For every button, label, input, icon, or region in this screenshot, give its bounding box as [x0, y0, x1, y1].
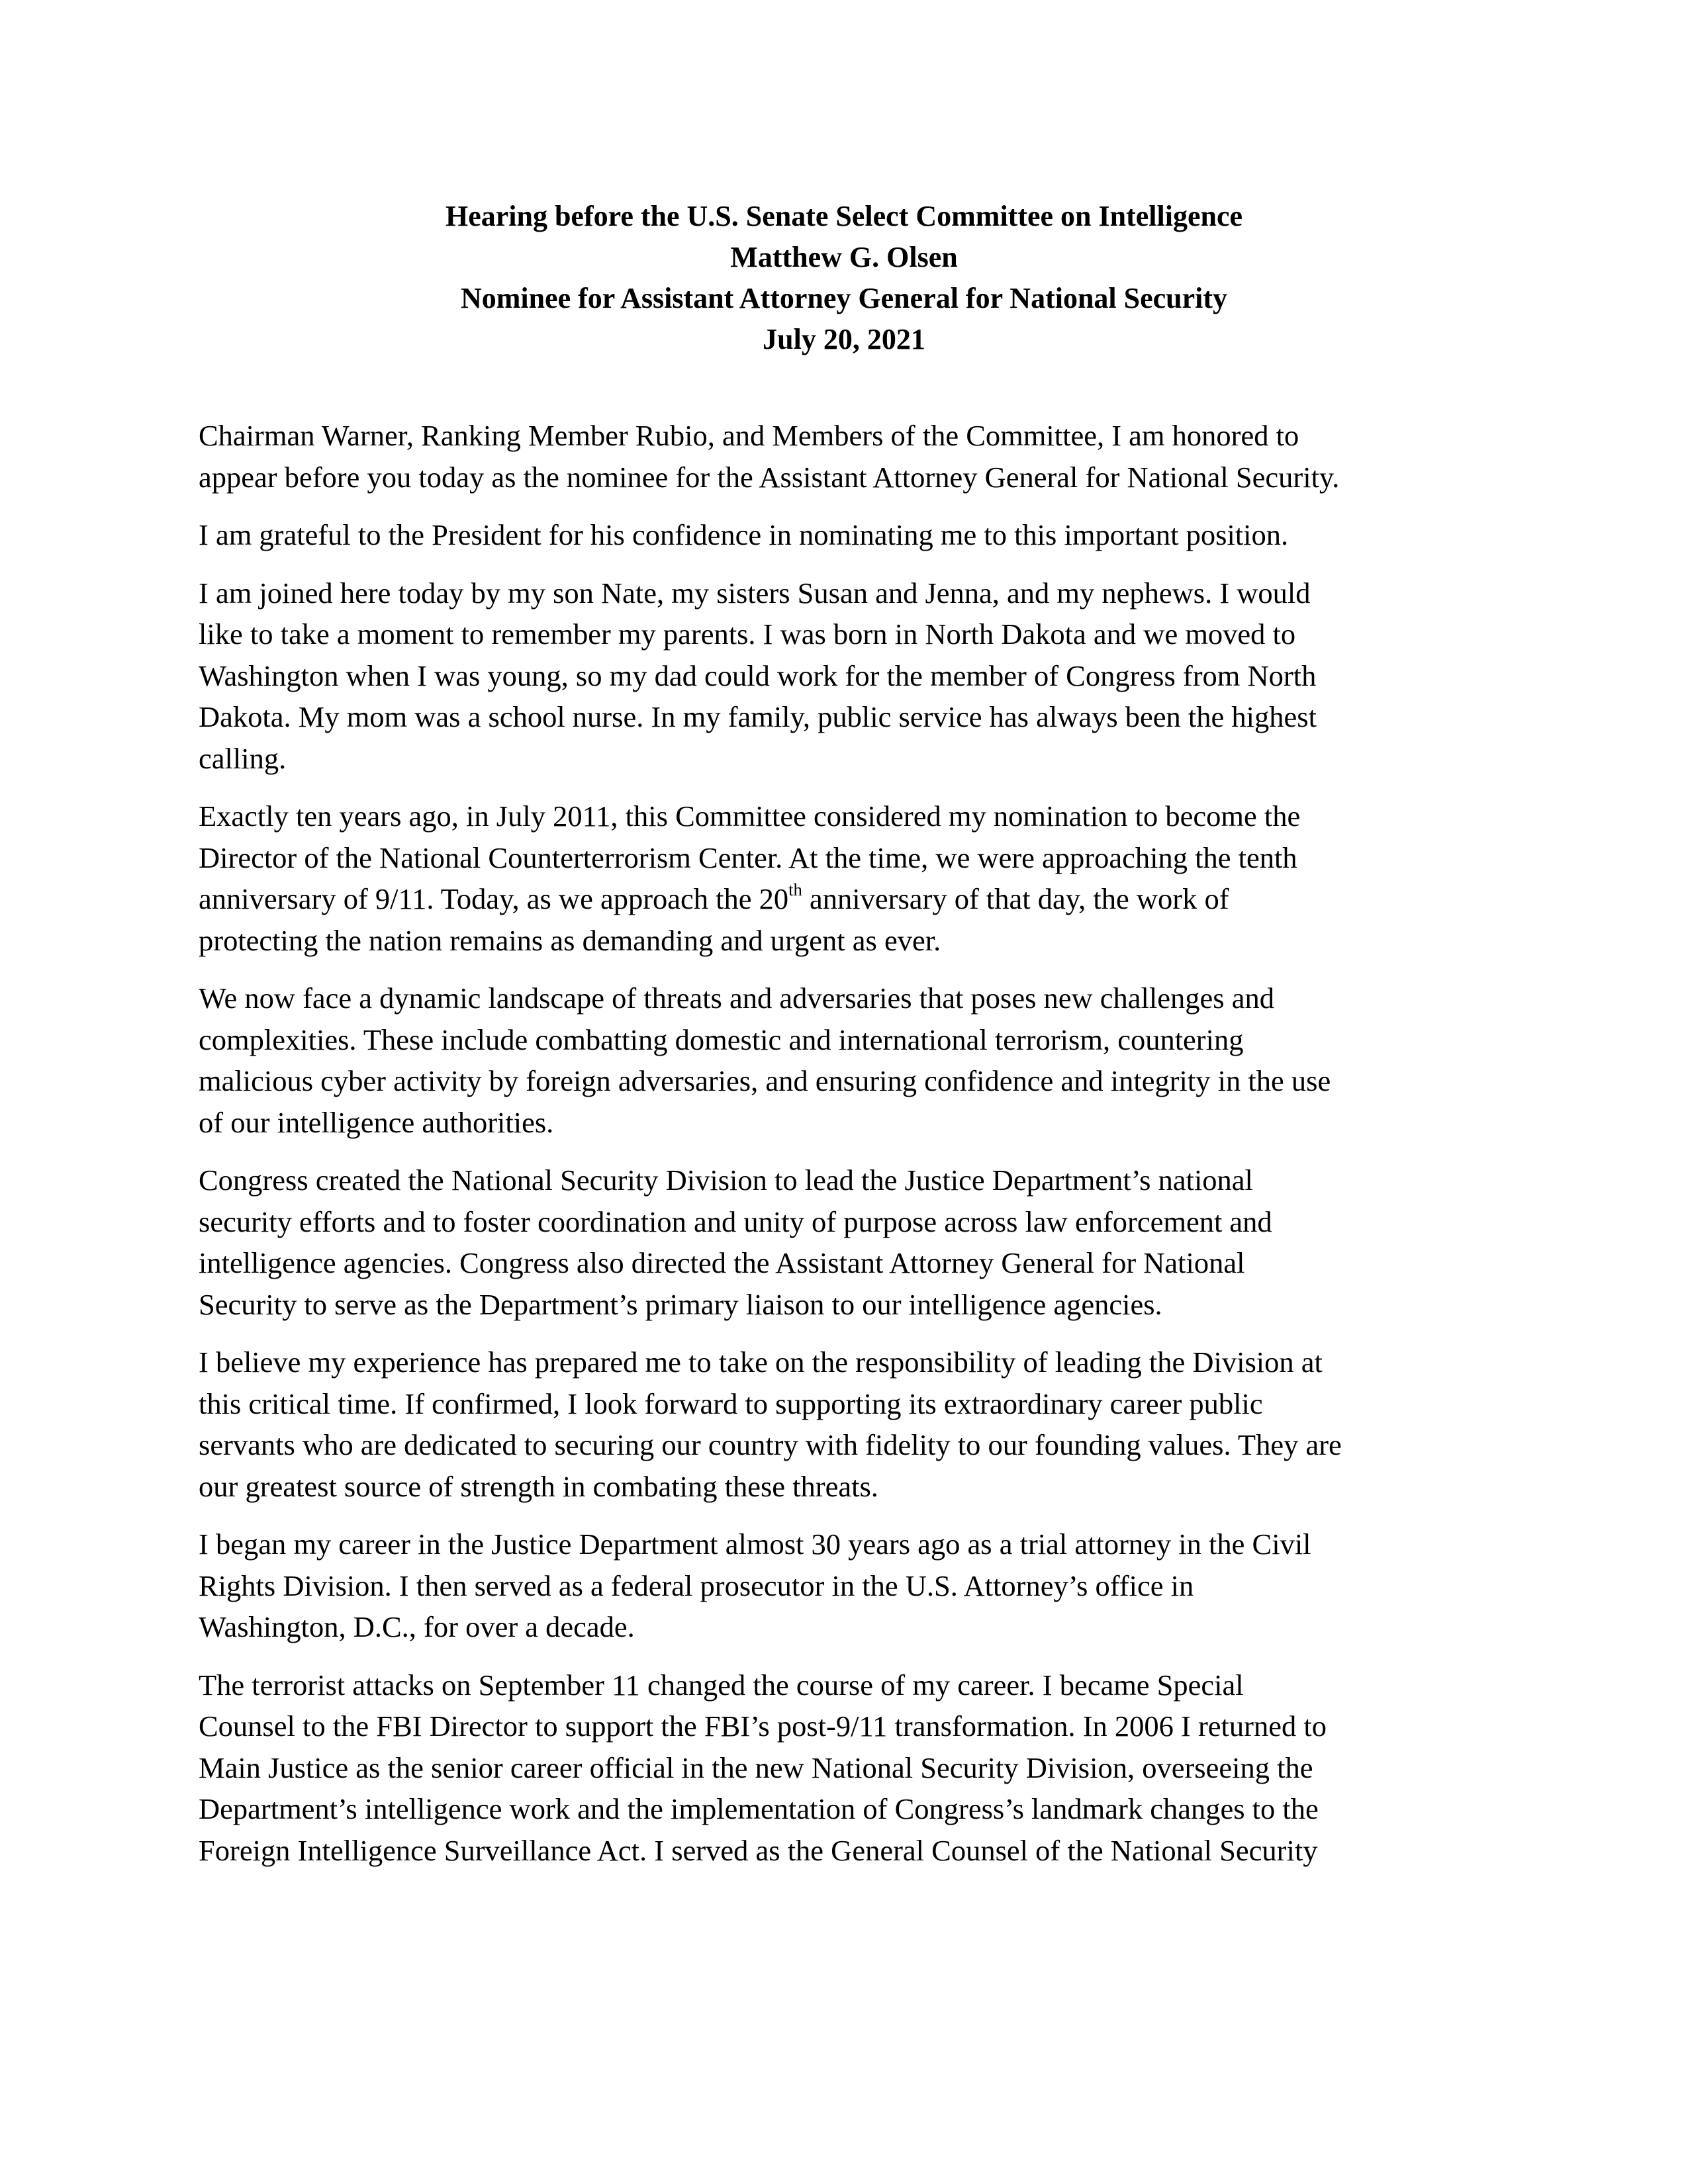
paragraph-line: our greatest source of strength in combating these threats. — [199, 1469, 878, 1503]
paragraph — [199, 796, 1489, 961]
heading-date: July 20, 2021 — [763, 323, 925, 355]
paragraph-line: Dakota. My mom was a school nurse. In my family, public service has always been the highest — [199, 700, 1317, 733]
paragraph-line: complexities. These include combatting domestic and international terrorism, countering — [199, 1023, 1244, 1056]
paragraph-line: Congress created the National Security Division to lead the Justice Department’s national — [199, 1163, 1253, 1197]
paragraph — [199, 514, 1489, 556]
paragraph — [199, 572, 1489, 780]
paragraph-line: Main Justice as the senior career official in the new National Security Division, overseeing the — [199, 1751, 1313, 1784]
paragraph-line: appear before you today as the nominee for the Assistant Attorney General for National Security. — [199, 460, 1340, 494]
paragraph-line: Security to serve as the Department’s primary liaison to our intelligence agencies. — [199, 1287, 1162, 1321]
paragraph-line: I am grateful to the President for his confidence in nominating me to this important position. — [199, 518, 1289, 551]
paragraph-line: intelligence agencies. Congress also directed the Assistant Attorney General for National — [199, 1246, 1245, 1279]
line-text: anniversary of 9/11. Today, as we approach the 20 — [199, 882, 789, 915]
paragraph — [199, 1524, 1489, 1648]
paragraph — [199, 978, 1489, 1143]
paragraph-line: protecting the nation remains as demanding and urgent as ever. — [199, 923, 941, 957]
paragraph-line: We now face a dynamic landscape of threats and adversaries that poses new challenges and — [199, 981, 1274, 1015]
paragraph-line: Chairman Warner, Ranking Member Rubio, and Members of the Committee, I am honored to — [199, 419, 1299, 452]
document-heading — [199, 196, 1489, 360]
ordinal-superscript: th — [788, 879, 802, 899]
paragraph-line: Foreign Intelligence Surveillance Act. I served as the General Counsel of the National Security — [199, 1833, 1318, 1867]
paragraph-line: Rights Division. I then served as a federal prosecutor in the U.S. Attorney’s office in — [199, 1569, 1194, 1602]
paragraph-line — [199, 878, 1489, 920]
paragraph — [199, 1160, 1489, 1325]
paragraph-line: malicious cyber activity by foreign adversaries, and ensuring confidence and integrity in the use — [199, 1064, 1331, 1097]
paragraph-line: of our intelligence authorities. — [199, 1105, 554, 1139]
paragraph-line: I began my career in the Justice Department almost 30 years ago as a trial attorney in the Civil — [199, 1527, 1311, 1561]
paragraph-line: Exactly ten years ago, in July 2011, this Committee considered my nomination to become the — [199, 799, 1301, 833]
paragraph — [199, 415, 1489, 498]
line-text: anniversary of that day, the work of — [802, 882, 1229, 915]
heading-position: Nominee for Assistant Attorney General for National Security — [460, 282, 1228, 314]
paragraph — [199, 1664, 1489, 1872]
paragraph-line: Counsel to the FBI Director to support the FBI’s post-9/11 transformation. In 2006 I returned to — [199, 1709, 1327, 1743]
paragraph-line: Washington, D.C., for over a decade. — [199, 1610, 635, 1643]
heading-nominee-name: Matthew G. Olsen — [730, 241, 958, 273]
paragraph-line: I am joined here today by my son Nate, my sisters Susan and Jenna, and my nephews. I would — [199, 576, 1311, 610]
paragraph-line: security efforts and to foster coordination and unity of purpose across law enforcement and — [199, 1205, 1272, 1238]
paragraph-line: like to take a moment to remember my parents. I was born in North Dakota and we moved to — [199, 617, 1296, 651]
paragraph-line: The terrorist attacks on September 11 changed the course of my career. I became Special — [199, 1668, 1244, 1702]
paragraph-line: servants who are dedicated to securing our country with fidelity to our founding values. They are — [199, 1428, 1342, 1461]
paragraph-line: Washington when I was young, so my dad could work for the member of Congress from North — [199, 659, 1317, 692]
heading-hearing-title: Hearing before the U.S. Senate Select Committee on Intelligence — [445, 200, 1243, 232]
paragraph-line: Department’s intelligence work and the implementation of Congress’s landmark changes to the — [199, 1792, 1319, 1825]
paragraph-line: I believe my experience has prepared me to take on the responsibility of leading the Division at — [199, 1345, 1323, 1379]
paragraph-line: Director of the National Counterterrorism Center. At the time, we were approaching the tenth — [199, 841, 1297, 874]
paragraph — [199, 1342, 1489, 1507]
statement-body — [199, 415, 1489, 1888]
paragraph-line: calling. — [199, 741, 287, 775]
paragraph-line: this critical time. If confirmed, I look forward to supporting its extraordinary career public — [199, 1387, 1263, 1420]
